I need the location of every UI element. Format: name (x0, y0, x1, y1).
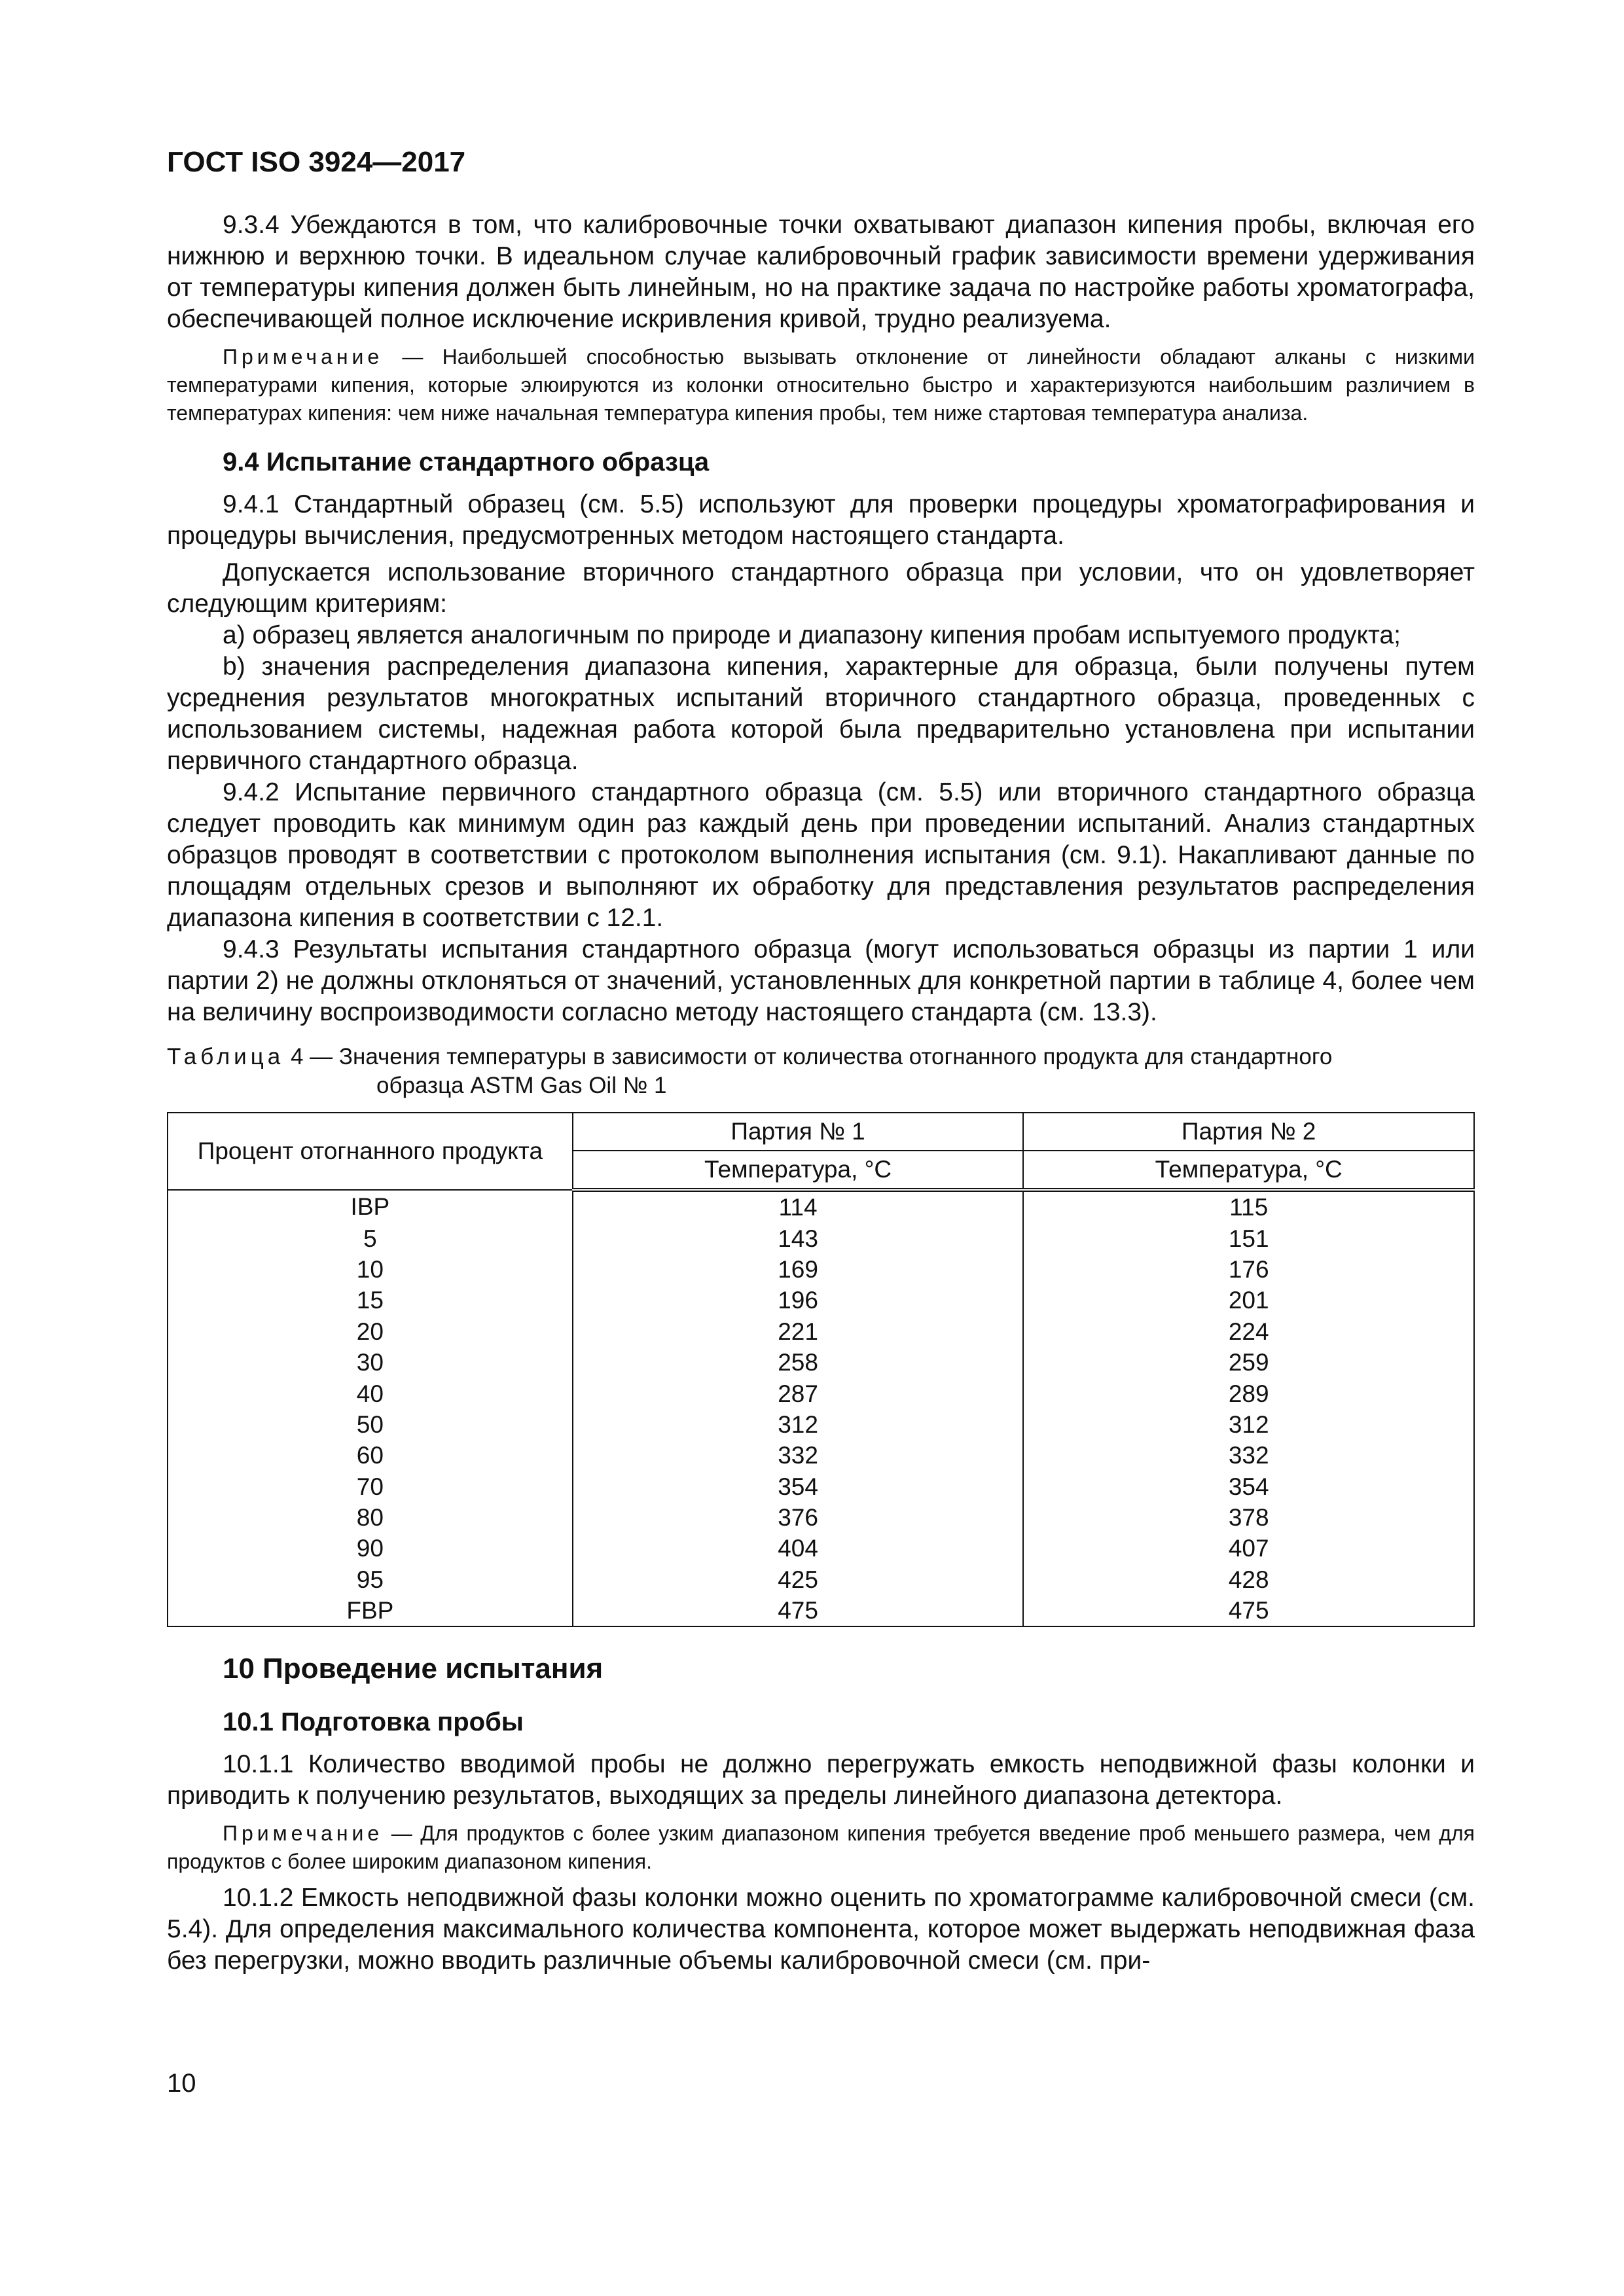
note-text: — Для продуктов с более узким диапазоном кипения требуется введение проб меньшего размера, чем для продуктов с более широким диапазоном кипения. (167, 1821, 1475, 1874)
section-10-heading: 10 Проведение испытания (223, 1653, 604, 1685)
cell-percent: 95 (168, 1564, 573, 1595)
list-item-a: a) образец является аналогичным по природе и диапазону кипения пробам испытуемого продукта; (223, 621, 1401, 649)
table-row (168, 1254, 1474, 1285)
table-row (168, 1409, 1474, 1440)
cell-batch-1: 475 (573, 1595, 1024, 1626)
cell-batch-2: 224 (1023, 1316, 1474, 1347)
cell-percent: 20 (168, 1316, 573, 1347)
table-header-row-1 (168, 1113, 1474, 1151)
cell-batch-1: 376 (573, 1502, 1024, 1533)
cell-percent: 40 (168, 1378, 573, 1408)
cell-percent: 50 (168, 1409, 573, 1440)
table-row (168, 1471, 1474, 1502)
table-row (168, 1285, 1474, 1316)
column-header-percent: Процент отогнанного продукта (168, 1113, 573, 1190)
list-item-b: b) значения распределения диапазона кипения, характерные для образца, были получены путем усреднения результатов многократных испытаний вторичного стандартного образца, проведенных с использованием системы, надежная работа которой была предварительно установлена при испытании первичного стандартного образца. (167, 653, 1475, 775)
cell-batch-2: 312 (1023, 1409, 1474, 1440)
cell-percent: 30 (168, 1347, 573, 1378)
column-header-batch-2: Партия № 2 (1023, 1113, 1474, 1151)
cell-batch-1: 404 (573, 1533, 1024, 1564)
table-row (168, 1440, 1474, 1471)
caption-text: 4 — Значения температуры в зависимости от количества отогнанного продукта для стандартного (284, 1044, 1333, 1069)
cell-percent: 10 (168, 1254, 573, 1285)
cell-percent: FBP (168, 1595, 573, 1626)
cell-batch-2: 289 (1023, 1378, 1474, 1408)
paragraph-9-4-2: 9.4.2 Испытание первичного стандартного образца (см. 5.5) или вторичного стандартного образца следует проводить как минимум один раз каждый день при проведении испытаний. Анализ стандартных образцов проводят в соответствии с протоколом выполнения испытания (см. 9.1). Накапливают данные по площадям отдельных срезов и выполняют их обработку для представления результатов распределения диапазона кипения в соответствии с 12.1. (167, 778, 1475, 932)
cell-batch-2: 354 (1023, 1471, 1474, 1502)
cell-percent: 60 (168, 1440, 573, 1471)
caption-label: Таблица (167, 1044, 285, 1069)
cell-percent: 80 (168, 1502, 573, 1533)
cell-batch-2: 378 (1023, 1502, 1474, 1533)
cell-batch-1: 332 (573, 1440, 1024, 1471)
table-row (168, 1316, 1474, 1347)
cell-batch-1: 169 (573, 1254, 1024, 1285)
note-text: — Наибольшей способностью вызывать отклонение от линейности обладают алканы с низкими температурами кипения, которые элюируются из колонки относительно быстро и характеризуются наибольшим различием в температурах кипения: чем ниже начальная температура кипения пробы, тем ниже стартовая температура анализа. (167, 345, 1475, 425)
caption-line-1 (167, 1043, 1475, 1071)
table-row (168, 1190, 1474, 1223)
cell-batch-1: 354 (573, 1471, 1024, 1502)
section-10-1-heading: 10.1 Подготовка пробы (223, 1708, 524, 1737)
column-header-temp-2: Температура, °С (1023, 1151, 1474, 1190)
cell-batch-2: 259 (1023, 1347, 1474, 1378)
table-4-caption (167, 1043, 1475, 1100)
paragraph-9-4-1: 9.4.1 Стандартный образец (см. 5.5) используют для проверки процедуры хроматографирования и процедуры вычисления, предусмотренных методом настоящего стандарта. (167, 490, 1475, 550)
cell-batch-2: 407 (1023, 1533, 1474, 1564)
note-label: Примечание (223, 1821, 384, 1846)
cell-percent: 90 (168, 1533, 573, 1564)
cell-batch-2: 428 (1023, 1564, 1474, 1595)
column-header-temp-1: Температура, °С (573, 1151, 1024, 1190)
cell-batch-1: 196 (573, 1285, 1024, 1316)
caption-line-2: образца ASTM Gas Oil № 1 (376, 1073, 667, 1098)
section-9-4-heading: 9.4 Испытание стандартного образца (223, 448, 710, 476)
cell-batch-2: 475 (1023, 1595, 1474, 1626)
cell-percent: 15 (168, 1285, 573, 1316)
page-content (167, 144, 1475, 1977)
cell-batch-2: 332 (1023, 1440, 1474, 1471)
cell-batch-1: 114 (573, 1190, 1024, 1223)
document-code-header: ГОСТ ISO 3924—2017 (167, 146, 466, 178)
paragraph-9-3-4: 9.3.4 Убеждаются в том, что калибровочные точки охватывают диапазон кипения пробы, включая его нижнюю и верхнюю точки. В идеальном случае калибровочный график зависимости времени удерживания от температуры кипения должен быть линейным, но на практике задача по настройке работы хроматографа, обеспечивающей полное исключение искривления кривой, трудно реализуема. (167, 211, 1475, 333)
table-row (168, 1564, 1474, 1595)
cell-batch-1: 143 (573, 1223, 1024, 1253)
cell-percent: IBP (168, 1190, 573, 1223)
cell-batch-1: 312 (573, 1409, 1024, 1440)
cell-batch-2: 151 (1023, 1223, 1474, 1253)
page-number: 10 (167, 2069, 196, 2098)
table-row (168, 1223, 1474, 1253)
paragraph-9-4-3: 9.4.3 Результаты испытания стандартного образца (могут использоваться образцы из партии 1 или партии 2) не должны отклоняться от значений, установленных для конкретной партии в таблице 4, более чем на величину воспроизводимости согласно методу настоящего стандарта (см. 13.3). (167, 935, 1475, 1026)
cell-batch-1: 258 (573, 1347, 1024, 1378)
paragraph-secondary-sample: Допускается использование вторичного стандартного образца при условии, что он удовлетворяет следующим критериям: (167, 558, 1475, 618)
table-row (168, 1595, 1474, 1626)
table-row (168, 1533, 1474, 1564)
cell-batch-2: 115 (1023, 1190, 1474, 1223)
cell-batch-2: 176 (1023, 1254, 1474, 1285)
table-row (168, 1347, 1474, 1378)
cell-batch-1: 221 (573, 1316, 1024, 1347)
table-4 (167, 1112, 1475, 1627)
cell-percent: 70 (168, 1471, 573, 1502)
paragraph-10-1-2: 10.1.2 Емкость неподвижной фазы колонки можно оценить по хроматограмме калибровочной смеси (см. 5.4). Для определения максимального количества компонента, которое может выдержать неподвижная фаза без перегрузки, можно вводить различные объемы калибровочной смеси (см. при- (167, 1884, 1475, 1975)
cell-batch-1: 425 (573, 1564, 1024, 1595)
cell-percent: 5 (168, 1223, 573, 1253)
cell-batch-1: 287 (573, 1378, 1024, 1408)
table-row (168, 1502, 1474, 1533)
note-label: Примечание (223, 345, 384, 368)
note-10-1-1 (167, 1820, 1475, 1876)
paragraph-10-1-1: 10.1.1 Количество вводимой пробы не должно перегружать емкость неподвижной фазы колонки и приводить к получению результатов, выходящих за пределы линейного диапазона детектора. (167, 1750, 1475, 1810)
cell-batch-2: 201 (1023, 1285, 1474, 1316)
column-header-batch-1: Партия № 1 (573, 1113, 1024, 1151)
table-row (168, 1378, 1474, 1408)
note-9-3-4 (167, 343, 1475, 427)
